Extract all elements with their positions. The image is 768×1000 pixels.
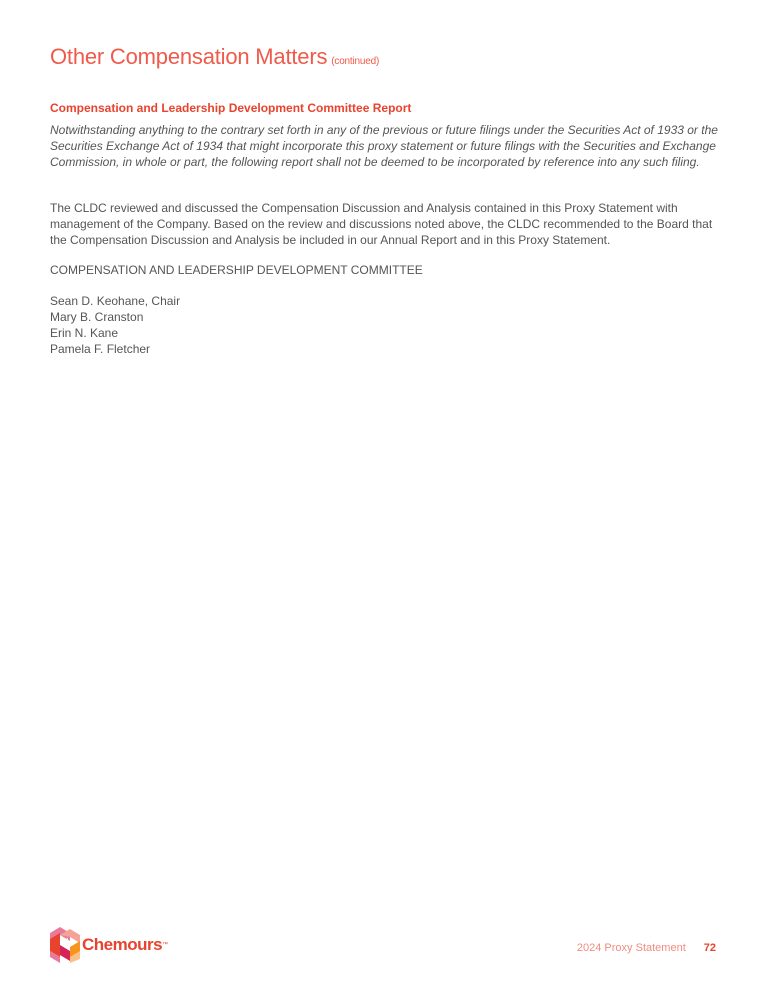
member: Pamela F. Fletcher xyxy=(50,342,151,356)
page-number: 72 xyxy=(703,942,716,954)
chemours-logo-icon xyxy=(50,927,80,963)
report-paragraph: The CLDC reviewed and discussed the Compensation Discussion and Analysis contained in this Proxy Statement with management of the Company. Based on the review and discussions noted above, the CLDC recommended to the Board that the Compensation Discussion and Analysis be included in our Annual Report and in this Proxy Statement. xyxy=(50,201,713,247)
title-text: Other Compensation Matters xyxy=(50,44,328,69)
chemours-logo xyxy=(50,927,168,963)
footer xyxy=(577,942,716,954)
member: Erin N. Kane xyxy=(50,326,119,340)
continued-label: (continued) xyxy=(331,56,380,67)
section-heading: Compensation and Leadership Development Committee Report xyxy=(50,101,412,115)
member: Sean D. Keohane, Chair xyxy=(50,294,181,308)
page-title xyxy=(50,44,379,70)
member: Mary B. Cranston xyxy=(50,310,144,324)
document-name: 2024 Proxy Statement xyxy=(576,942,686,954)
committee-members xyxy=(50,293,725,357)
committee-name: COMPENSATION AND LEADERSHIP DEVELOPMENT COMMITTEE xyxy=(50,263,423,277)
disclaimer-text: Notwithstanding anything to the contrary set forth in any of the previous or future filings under the Securities Act of 1933 or the Securities Exchange Act of 1934 that might incorporate this proxy statement or future filings with the Securities and Exchange Commission, in whole or part, the following report shall not be deemed to be incorporated by reference into any such filing. xyxy=(50,123,718,169)
logo-wordmark: Chemours xyxy=(82,935,163,954)
trademark: ™ xyxy=(162,942,169,948)
